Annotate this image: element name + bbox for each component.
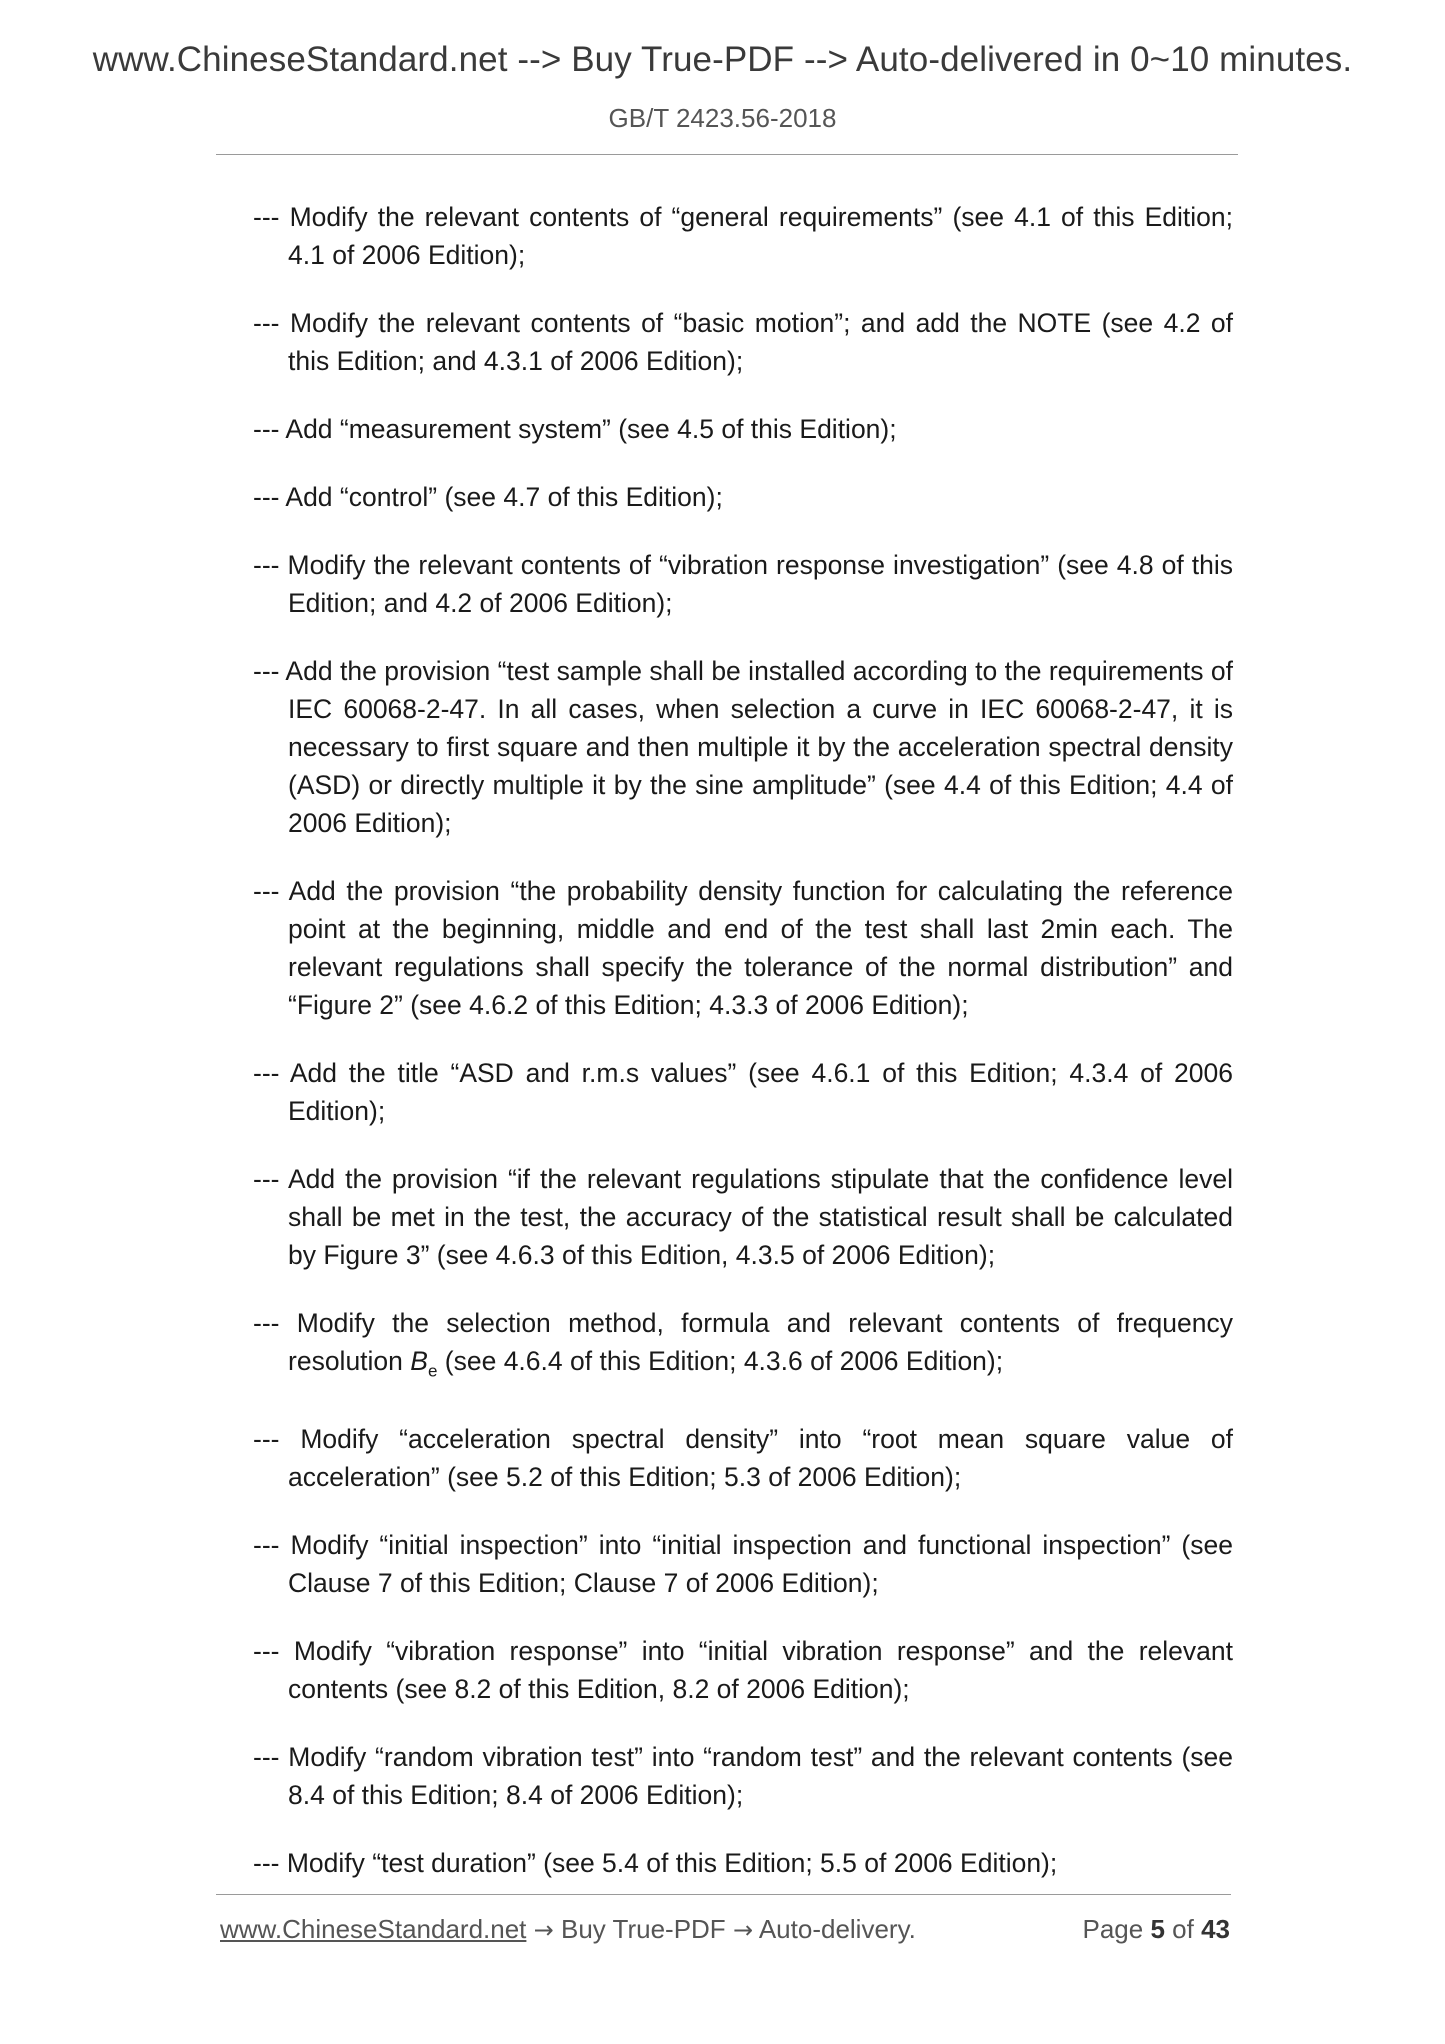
list-dash: --- — [253, 876, 280, 906]
page-footer — [220, 1914, 1232, 1950]
page-number: 5 — [1150, 1914, 1165, 1944]
list-item — [253, 1738, 1233, 1814]
list-item — [253, 1304, 1233, 1390]
site-banner: www.ChineseStandard.net --> Buy True-PDF --> Auto-delivered in 0~10 minutes. — [92, 40, 1353, 79]
list-item — [253, 652, 1233, 842]
standard-code: GB/T 2423.56-2018 — [608, 103, 837, 133]
list-item-text: Modify the relevant contents of “general requirements” (see 4.1 of this Edition; 4.1 of 2006 Edition); — [288, 202, 1233, 270]
page-label: Page — [1082, 1914, 1144, 1944]
list-dash: --- — [253, 1424, 280, 1455]
of-label: of — [1172, 1914, 1194, 1944]
list-item-text: Modify the selection method, formula and relevant contents of frequency resolution — [288, 1308, 1233, 1376]
list-item-text: Add “measurement system” (see 4.5 of this Edition); — [285, 414, 897, 444]
list-item — [253, 198, 1233, 274]
list-dash: --- — [253, 1530, 280, 1561]
page-total: 43 — [1201, 1914, 1230, 1944]
header-divider — [216, 154, 1238, 155]
list-dash: --- — [253, 482, 280, 512]
list-dash: --- — [253, 1636, 280, 1667]
list-item — [253, 1054, 1233, 1130]
list-item-text: Modify “random vibration test” into “random test” and the relevant contents (see 8.4 of this Edition; 8.4 of 2006 Edition); — [288, 1742, 1233, 1811]
list-item — [253, 410, 1233, 448]
footer-divider — [216, 1894, 1231, 1895]
list-item-text: Add the provision “the probability density function for calculating the reference point at the beginning, middle and end of the test shall last 2min each. The relevant regulations shall specify the tolerance of the normal distribution” and “Figure 2” (see 4.6.2 of this Edition; 4.3.3 of 2006 Edition); — [288, 876, 1233, 1020]
list-dash: --- — [253, 550, 280, 580]
footer-delivery-text: Auto-delivery. — [758, 1914, 916, 1944]
list-dash: --- — [253, 1742, 280, 1773]
list-dash: --- — [253, 308, 280, 338]
arrow-right-icon: → — [732, 1916, 754, 1944]
list-item — [253, 1844, 1233, 1882]
list-item — [253, 478, 1233, 516]
list-item-text: Add the title “ASD and r.m.s values” (see 4.6.1 of this Edition; 4.3.4 of 2006 Edition); — [288, 1058, 1233, 1126]
list-dash: --- — [253, 414, 280, 444]
list-item-text: Add the provision “test sample shall be installed according to the requirements of IEC 60068-2-47. In all cases, when selection a curve in IEC 60068-2-47, it is necessary to first square and then multiple it by the acceleration spectral density (ASD) or directly multiple it by the sine amplitude” (see 4.4 of this Edition; 4.4 of 2006 Edition); — [285, 656, 1233, 838]
site-link[interactable]: www.ChineseStandard.net — [220, 1914, 527, 1944]
list-dash: --- — [253, 656, 280, 686]
list-item-text: Add the provision “if the relevant regulations stipulate that the confidence level shall be met in the test, the accuracy of the statistical result shall be calculated by Figure 3” (see 4.6.3 of this Edition, 4.3.5 of 2006 Edition); — [288, 1164, 1233, 1270]
list-item — [253, 872, 1233, 1024]
list-item-text: Modify “acceleration spectral density” into “root mean square value of acceleration” (see 5.2 of this Edition; 5.3 of 2006 Edition); — [288, 1424, 1233, 1493]
footer-buy-text: Buy True-PDF — [560, 1914, 726, 1944]
page-indicator — [1082, 1914, 1230, 1945]
list-dash: --- — [253, 202, 280, 232]
list-item — [253, 546, 1233, 622]
list-item — [253, 1526, 1233, 1602]
frequency-resolution-symbol: B — [410, 1346, 428, 1376]
list-item-text: Modify “vibration response” into “initial vibration response” and the relevant contents (see 8.2 of this Edition, 8.2 of 2006 Edition); — [288, 1636, 1233, 1705]
list-item — [253, 304, 1233, 380]
list-item-text: Modify the relevant contents of “vibration response investigation” (see 4.8 of this Edition; and 4.2 of 2006 Edition); — [287, 550, 1233, 618]
list-item-text: Modify “test duration” (see 5.4 of this Edition; 5.5 of 2006 Edition); — [286, 1848, 1058, 1879]
list-item — [253, 1420, 1233, 1496]
list-dash: --- — [253, 1848, 280, 1879]
list-item — [253, 1632, 1233, 1708]
list-dash: --- — [253, 1308, 280, 1338]
footer-promo — [220, 1914, 916, 1945]
list-item — [253, 1160, 1233, 1274]
list-item-text: Modify “initial inspection” into “initial inspection and functional inspection” (see Clause 7 of this Edition; Clause 7 of 2006 Edition); — [288, 1530, 1233, 1599]
list-item-text-tail: (see 4.6.4 of this Edition; 4.3.6 of 2006 Edition); — [437, 1346, 1004, 1376]
list-dash: --- — [253, 1164, 280, 1194]
change-list — [253, 198, 1233, 1912]
list-dash: --- — [253, 1058, 280, 1088]
list-item-text: Add “control” (see 4.7 of this Edition); — [285, 482, 723, 512]
arrow-right-icon: → — [533, 1916, 554, 1944]
frequency-resolution-subscript: e — [427, 1361, 438, 1381]
list-item-text: Modify the relevant contents of “basic motion”; and add the NOTE (see 4.2 of this Edition; and 4.3.1 of 2006 Edition); — [288, 308, 1233, 376]
